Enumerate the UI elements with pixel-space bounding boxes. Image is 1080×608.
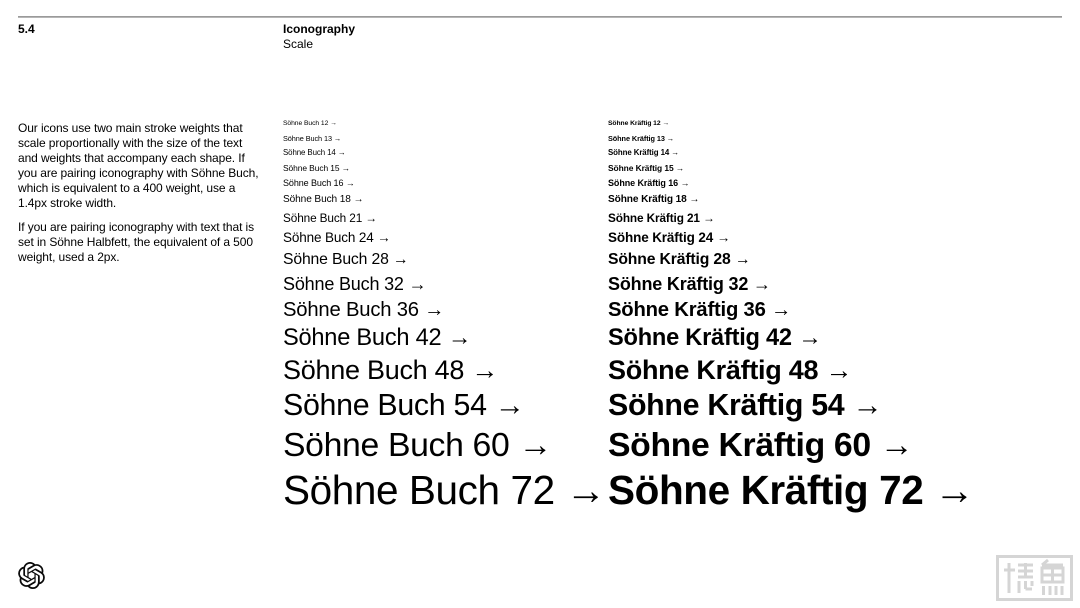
scale-item: Söhne Buch 16 → [283,178,355,189]
scale-item: Söhne Kräftig 72 → [608,466,975,513]
scale-item: Söhne Buch 42 → [283,324,472,351]
scale-item: Söhne Kräftig 18 → [608,194,700,206]
scale-item: Söhne Kräftig 48 → [608,355,853,386]
scale-item: Söhne Buch 12 → [283,120,337,127]
scale-item: Söhne Buch 24 → [283,230,391,246]
scale-item: Söhne Kräftig 36 → [608,298,792,321]
intro-text [18,121,265,275]
watermark-stamp-icon [996,555,1073,601]
watermark-glyph-right [1042,560,1063,595]
scale-item: Söhne Kräftig 42 → [608,324,822,351]
scale-item: Söhne Kräftig 14 → [608,148,680,158]
watermark-stamp [996,555,1073,601]
scale-column-kraeftig [608,121,974,517]
scale-item: Söhne Buch 60 → [283,425,552,464]
scale-item: Söhne Buch 72 → [283,466,606,513]
scale-item: Söhne Buch 32 → [283,273,427,294]
section-number: 5.4 [18,22,35,36]
scale-item: Söhne Kräftig 21 → [608,210,715,225]
scale-item: Söhne Buch 15 → [283,162,351,173]
page-subtitle: Scale [283,36,314,51]
scale-column-buch [283,121,606,517]
openai-logo [18,562,45,589]
scale-item: Söhne Buch 36 → [283,298,445,321]
scale-item: Söhne Buch 18 → [283,194,364,206]
page-title: Iconography [283,22,356,36]
scale-item: Söhne Buch 48 → [283,355,499,386]
scale-item: Söhne Kräftig 28 → [608,250,751,268]
scale-item: Söhne Buch 28 → [283,250,409,268]
scale-item: Söhne Kräftig 15 → [608,162,685,173]
intro-paragraph-1: Our icons use two main stroke weights that scale proportionally with the size of the text and weights that accompany each shape. If you are pairing iconography with Söhne Buch, which is equivalent to a 400 weight, use a 1.4px stroke width. [18,121,259,210]
scale-item: Söhne Kräftig 12 → [608,120,670,127]
watermark-glyph-left [1004,563,1033,593]
openai-logo-icon [18,562,45,589]
scale-item: Söhne Kräftig 60 → [608,425,914,464]
scale-item: Söhne Kräftig 54 → [608,389,883,423]
scale-item: Söhne Buch 13 → [283,133,342,143]
scale-item: Söhne Kräftig 32 → [608,273,771,294]
intro-paragraph-2: If you are pairing iconography with text that is set in Söhne Halbfett, the equivalent of a 500 weight, used a 2px. [18,220,254,265]
page-header [283,22,355,51]
scale-item: Söhne Kräftig 24 → [608,230,731,246]
scale-item: Söhne Kräftig 13 → [608,133,674,143]
scale-item: Söhne Buch 54 → [283,389,525,423]
scale-item: Söhne Buch 21 → [283,210,377,225]
scale-item: Söhne Buch 14 → [283,148,346,158]
scale-item: Söhne Kräftig 16 → [608,178,690,189]
top-rule [18,16,1062,18]
